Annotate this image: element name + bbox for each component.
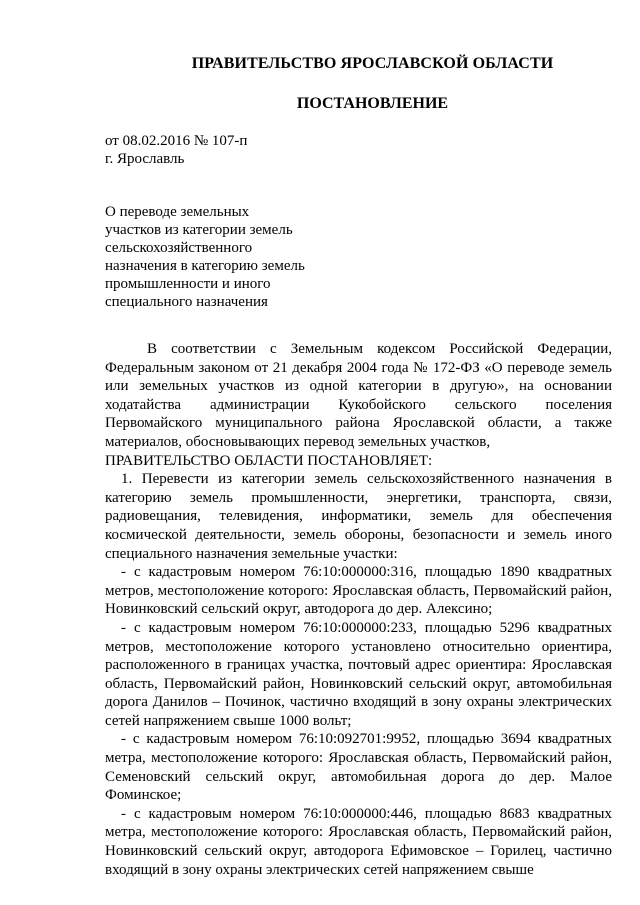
subject-line: сельскохозяйственного [105, 240, 253, 256]
subject-line: назначения в категорию земель [105, 258, 305, 274]
parcel-bullet: - с кадастровым номером 76:10:000000:446, площадью 8683 квадратных метра, местоположение которого: Ярославская область, Первомайский район, Новинковский сельский округ, автодорога Ефимовское – Горилец, частично входящий в зону охраны электрических сетей напряжением свыше [105, 805, 612, 878]
subject-line: участков из категории земель [105, 222, 293, 238]
document-body [105, 340, 612, 879]
document-subject [105, 203, 335, 311]
document-meta [105, 132, 247, 168]
resolution-heading: ПРАВИТЕЛЬСТВО ОБЛАСТИ ПОСТАНОВЛЯЕТ: [105, 452, 433, 469]
document-type-title: ПОСТАНОВЛЕНИЕ [296, 95, 449, 112]
city: г. Ярославль [105, 151, 185, 167]
subject-line: промышленности и иного [105, 276, 271, 292]
subject-line: специального назначения [105, 294, 268, 310]
preamble-paragraph: В соответствии с Земельным кодексом Российской Федерации, Федеральным законом от 21 декабря 2004 года № 172-ФЗ «О переводе земель или земельных участков из одной категории в другую», на основании ходатайства администрации Кукобойского сельского поселения Первомайского муниципального района Ярославской области, а также материалов, обосновывающих перевод земельных участков, [105, 341, 612, 450]
parcel-bullet: - с кадастровым номером 76:10:000000:233, площадью 5296 квадратных метров, местоположение которого установлено относительно ориентира, расположенного в границах участка, почтовый адрес ориентира: Ярославская область, Первомайский район, Новинковский сельский округ, автомобильная дорога Данилов – Починок, частично входящий в зону охраны электрических сетей напряжением свыше 1000 вольт; [105, 619, 612, 729]
parcel-bullet: - с кадастровым номером 76:10:092701:9952, площадью 3694 квадратных метра, местоположение которого: Ярославская область, Первомайский район, Семеновский сельский округ, автомобильная дорога до дер. Малое Фоминское; [105, 731, 612, 804]
parcel-bullet: - с кадастровым номером 76:10:000000:316, площадью 1890 квадратных метров, местоположение которого: Ярославская область, Первомайский район, Новинковский сельский округ, автодорога до дер. Алексино; [105, 564, 612, 618]
subject-line: О переводе земельных [105, 204, 250, 220]
item-1-paragraph: 1. Перевести из категории земель сельскохозяйственного назначения в категорию земель промышленности, энергетики, транспорта, связи, радиовещания, телевидения, информатики, земель для обеспечения космической деятельности, земель обороны, безопасности и земель иного специального назначения земельные участки: [105, 471, 612, 562]
government-title: ПРАВИТЕЛЬСТВО ЯРОСЛАВСКОЙ ОБЛАСТИ [191, 55, 554, 72]
date-number: от 08.02.2016 № 107-п [105, 133, 248, 149]
